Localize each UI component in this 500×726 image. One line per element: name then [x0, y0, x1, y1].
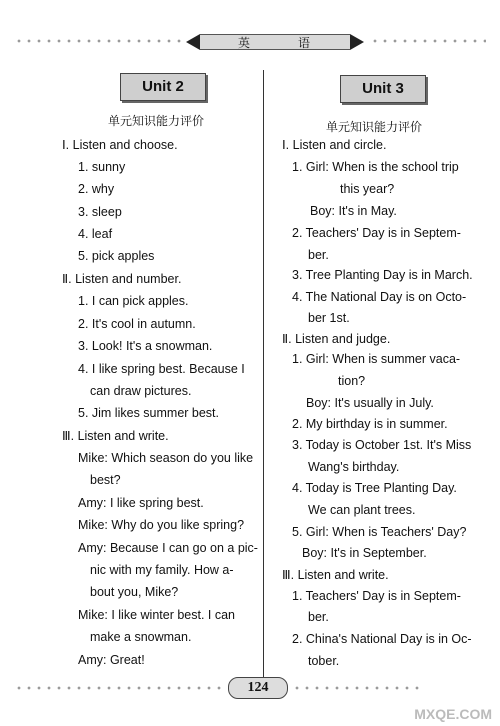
right-line: Boy: It's in September.: [302, 546, 427, 560]
page-header: [186, 33, 364, 49]
top-dotted-rule-right: [370, 39, 486, 43]
right-line: Boy: It's in May.: [310, 204, 397, 218]
left-line: nic with my family. How a-: [90, 563, 234, 577]
right-line: 1. Girl: When is the school trip: [292, 160, 459, 174]
left-line: Mike: I like winter best. I can: [78, 608, 236, 622]
left-line: 3. sleep: [78, 205, 122, 219]
right-line: Wang's birthday.: [308, 460, 400, 474]
right-line: We can plant trees.: [308, 503, 416, 517]
left-section-title: 单元知识能力评价: [108, 114, 205, 128]
left-line: 2. why: [78, 182, 115, 196]
left-line: can draw pictures.: [90, 384, 192, 398]
left-line: 4. leaf: [78, 227, 113, 241]
page-number: 124: [228, 677, 288, 699]
watermark: MXQE.COM: [414, 706, 492, 722]
right-line: 4. Today is Tree Planting Day.: [292, 481, 457, 495]
header-glyph-left: 英: [238, 36, 251, 50]
unit-3-title: Unit 3: [340, 75, 426, 103]
left-line: bout you, Mike?: [90, 585, 179, 599]
left-line: Mike: Why do you like spring?: [78, 518, 245, 532]
right-line: tober.: [308, 654, 340, 668]
right-line: 2. China's National Day is in Oc-: [292, 632, 472, 646]
left-line: 1. I can pick apples.: [78, 294, 189, 308]
left-line: 3. Look! It's a snowman.: [78, 339, 213, 353]
right-line: 1. Teachers' Day is in Septem-: [292, 589, 461, 603]
left-line: Mike: Which season do you like: [78, 451, 254, 465]
left-line: Amy: Great!: [78, 653, 145, 667]
left-arrow-icon: [186, 34, 200, 50]
right-line: Ⅲ. Listen and write.: [282, 568, 389, 582]
right-section-title: 单元知识能力评价: [326, 120, 423, 134]
right-line: ber.: [308, 610, 329, 624]
right-arrow-icon: [350, 34, 364, 50]
right-line: Ⅱ. Listen and judge.: [282, 332, 391, 346]
right-line: ber.: [308, 248, 329, 262]
right-line: 2. My birthday is in summer.: [292, 417, 448, 431]
right-line: 5. Girl: When is Teachers' Day?: [292, 525, 467, 539]
left-line: best?: [90, 473, 121, 487]
header-band: [200, 34, 350, 50]
right-line: 2. Teachers' Day is in Septem-: [292, 226, 461, 240]
right-line: Ⅰ. Listen and circle.: [282, 138, 387, 152]
left-line: Ⅱ. Listen and number.: [62, 272, 182, 286]
left-line: Amy: Because I can go on a pic-: [78, 541, 258, 555]
left-line: 2. It's cool in autumn.: [78, 317, 196, 331]
left-line: 1. sunny: [78, 160, 126, 174]
unit-2-title: Unit 2: [120, 73, 206, 101]
right-line: 1. Girl: When is summer vaca-: [292, 352, 461, 366]
left-line: Ⅰ. Listen and choose.: [62, 138, 178, 152]
column-divider: [263, 70, 264, 680]
left-line: 5. pick apples: [78, 249, 155, 263]
top-dotted-rule: [14, 39, 182, 43]
right-line: tion?: [338, 374, 366, 388]
left-line: Amy: I like spring best.: [78, 496, 204, 510]
left-line: 5. Jim likes summer best.: [78, 406, 220, 420]
right-line: 4. The National Day is on Octo-: [292, 290, 467, 304]
bottom-dotted-rule-right: [292, 686, 420, 690]
right-line: this year?: [340, 182, 395, 196]
header-glyph-right: 语: [298, 36, 311, 50]
right-line: Boy: It's usually in July.: [306, 396, 434, 410]
left-line: make a snowman.: [90, 630, 192, 644]
right-line: ber 1st.: [308, 311, 350, 325]
bottom-dotted-rule: [14, 686, 222, 690]
right-line: 3. Tree Planting Day is in March.: [292, 268, 473, 282]
left-line: 4. I like spring best. Because I: [78, 362, 245, 376]
left-line: Ⅲ. Listen and write.: [62, 429, 169, 443]
right-line: 3. Today is October 1st. It's Miss: [292, 438, 472, 452]
